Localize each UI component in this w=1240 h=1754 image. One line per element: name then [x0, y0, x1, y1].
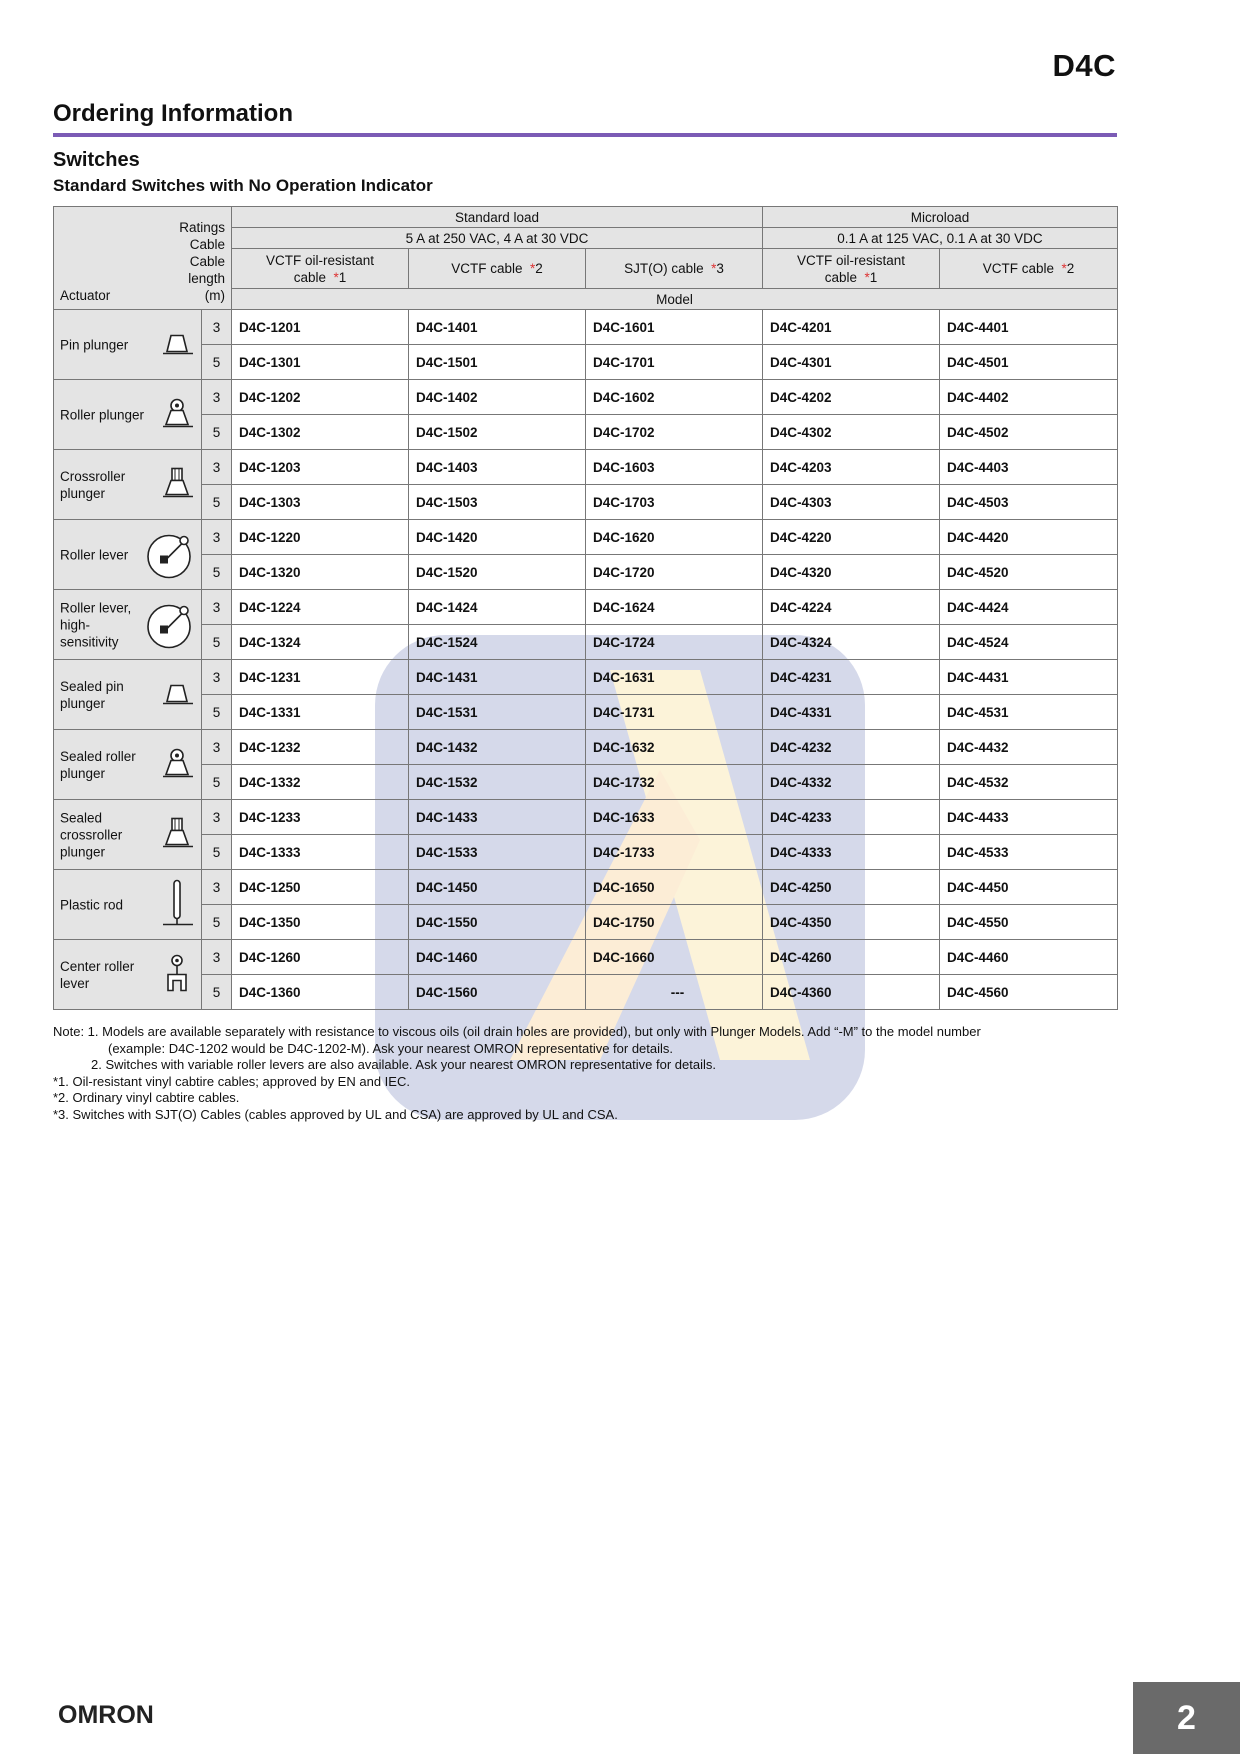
footnote-mark: * [1061, 261, 1067, 276]
actuator-label: Roller lever, high-sensitivity [60, 600, 132, 649]
model-cell: D4C-1201 [232, 310, 409, 345]
plastic-rod-icon [159, 878, 195, 931]
model-cell: D4C-4320 [763, 555, 940, 590]
table-row [54, 485, 1118, 520]
table-row [54, 765, 1118, 800]
model-cell: D4C-1460 [409, 940, 586, 975]
actuator-cell [54, 800, 202, 870]
group-microload: Microload [763, 207, 1118, 228]
table-row [54, 905, 1118, 940]
footnote-mark: * [864, 269, 870, 285]
model-cell: D4C-1703 [586, 485, 763, 520]
footnote-number: 1 [338, 269, 347, 285]
footnote-mark: * [530, 261, 536, 276]
cable-length: 3 [202, 590, 232, 625]
model-cell: D4C-1232 [232, 730, 409, 765]
cable-length: 5 [202, 485, 232, 520]
model-cell: D4C-4350 [763, 905, 940, 940]
model-cell: D4C-1401 [409, 310, 586, 345]
model-cell: D4C-1333 [232, 835, 409, 870]
model-cell: D4C-1720 [586, 555, 763, 590]
model-cell: D4C-1732 [586, 765, 763, 800]
model-cell: D4C-4232 [763, 730, 940, 765]
model-cell: D4C-1350 [232, 905, 409, 940]
model-cell: D4C-4501 [940, 345, 1118, 380]
model-label: Model [232, 289, 1118, 310]
model-cell: D4C-4303 [763, 485, 940, 520]
model-cell: D4C-1632 [586, 730, 763, 765]
table-row [54, 940, 1118, 975]
model-cell: D4C-1324 [232, 625, 409, 660]
model-cell: D4C-1503 [409, 485, 586, 520]
model-cell: D4C-1550 [409, 905, 586, 940]
corner-cable: Cable [189, 237, 225, 252]
model-cell: D4C-1603 [586, 450, 763, 485]
cable-type: VCTF oil-resistant [265, 252, 375, 268]
model-cell: --- [586, 975, 763, 1010]
table-row [54, 555, 1118, 590]
product-code: D4C [1052, 48, 1116, 83]
actuator-label: Sealed pin plunger [60, 678, 124, 711]
cable-length: 3 [202, 940, 232, 975]
model-cell: D4C-4203 [763, 450, 940, 485]
cable-length: 5 [202, 345, 232, 380]
page-number: 2 [1133, 1682, 1240, 1754]
corner-actuator: Actuator [60, 288, 111, 303]
model-cell: D4C-1701 [586, 345, 763, 380]
model-cell: D4C-1524 [409, 625, 586, 660]
pin-plunger-icon [159, 329, 195, 360]
cable-length: 3 [202, 730, 232, 765]
model-cell: D4C-4550 [940, 905, 1118, 940]
model-cell: D4C-4201 [763, 310, 940, 345]
model-cell: D4C-4301 [763, 345, 940, 380]
footnote-1: *1. Oil-resistant vinyl cabtire cables; approved by EN and IEC. [53, 1073, 410, 1089]
model-cell: D4C-4503 [940, 485, 1118, 520]
model-cell: D4C-4324 [763, 625, 940, 660]
model-cell: D4C-4302 [763, 415, 940, 450]
model-cell: D4C-1431 [409, 660, 586, 695]
footnote-3: *3. Switches with SJT(O) Cables (cables approved by UL and CSA) are approved by UL and CSA. [53, 1106, 618, 1122]
cable-length: 5 [202, 695, 232, 730]
model-cell: D4C-4460 [940, 940, 1118, 975]
actuator-label: Pin plunger [60, 337, 129, 352]
cable-length: 5 [202, 765, 232, 800]
roller-lever-icon [143, 528, 195, 581]
section-title: Ordering Information [53, 100, 293, 127]
model-cell: D4C-4533 [940, 835, 1118, 870]
model-cell: D4C-1203 [232, 450, 409, 485]
model-cell: D4C-1432 [409, 730, 586, 765]
model-cell: D4C-1501 [409, 345, 586, 380]
group-standard-load: Standard load [232, 207, 763, 228]
sealed-crossroller-plunger-icon [159, 816, 195, 853]
cable-length: 3 [202, 310, 232, 345]
footnote-number: 2 [1066, 261, 1075, 276]
model-cell: D4C-1231 [232, 660, 409, 695]
model-cell: D4C-1450 [409, 870, 586, 905]
model-cell: D4C-1620 [586, 520, 763, 555]
model-cell: D4C-1220 [232, 520, 409, 555]
table-row [54, 590, 1118, 625]
sealed-pin-plunger-icon [159, 679, 195, 710]
footnote-number: 3 [716, 261, 724, 276]
brand-text: OMRON [58, 1701, 154, 1729]
model-cell: D4C-1532 [409, 765, 586, 800]
cable-length: 3 [202, 380, 232, 415]
cable-header [940, 249, 1118, 289]
model-cell: D4C-1724 [586, 625, 763, 660]
model-cell: D4C-4332 [763, 765, 940, 800]
cable-header [586, 249, 763, 289]
cable-header [232, 249, 409, 289]
actuator-cell [54, 520, 202, 590]
cable-length: 5 [202, 905, 232, 940]
notes [53, 1024, 1123, 1123]
model-cell: D4C-1402 [409, 380, 586, 415]
cable-length: 3 [202, 450, 232, 485]
model-cell: D4C-1433 [409, 800, 586, 835]
table-row [54, 520, 1118, 555]
table-row [54, 975, 1118, 1010]
model-cell: D4C-4331 [763, 695, 940, 730]
table-row [54, 835, 1118, 870]
model-cell: D4C-1424 [409, 590, 586, 625]
footnote-mark: * [711, 261, 717, 276]
model-cell: D4C-1601 [586, 310, 763, 345]
cable-length: 5 [202, 555, 232, 590]
model-cell: D4C-4333 [763, 835, 940, 870]
crossroller-plunger-icon [159, 466, 195, 503]
model-cell: D4C-1520 [409, 555, 586, 590]
footnote-2: *2. Ordinary vinyl cabtire cables. [53, 1090, 240, 1105]
model-cell: D4C-4431 [940, 660, 1118, 695]
model-cell: D4C-1302 [232, 415, 409, 450]
cable-header [763, 249, 940, 289]
model-cell: D4C-1660 [586, 940, 763, 975]
omron-logo [58, 1700, 158, 1730]
model-cell: D4C-1202 [232, 380, 409, 415]
table-row [54, 800, 1118, 835]
model-cell: D4C-4260 [763, 940, 940, 975]
cable-length: 3 [202, 800, 232, 835]
model-cell: D4C-1631 [586, 660, 763, 695]
actuator-cell [54, 660, 202, 730]
actuator-label: Plastic rod [60, 897, 124, 912]
actuator-label: Roller plunger [60, 407, 145, 422]
model-cell: D4C-1403 [409, 450, 586, 485]
model-cell: D4C-1731 [586, 695, 763, 730]
model-cell: D4C-1320 [232, 555, 409, 590]
model-cell: D4C-4432 [940, 730, 1118, 765]
model-cell: D4C-1301 [232, 345, 409, 380]
model-cell: D4C-1533 [409, 835, 586, 870]
table-row [54, 870, 1118, 905]
model-cell: D4C-1531 [409, 695, 586, 730]
model-cell: D4C-4403 [940, 450, 1118, 485]
model-cell: D4C-1602 [586, 380, 763, 415]
cable-length: 5 [202, 415, 232, 450]
model-cell: D4C-1750 [586, 905, 763, 940]
model-cell: D4C-4224 [763, 590, 940, 625]
model-cell: D4C-4420 [940, 520, 1118, 555]
cable-type: VCTF oil-resistant [796, 252, 906, 268]
model-cell: D4C-4424 [940, 590, 1118, 625]
model-cell: D4C-1560 [409, 975, 586, 1010]
actuator-cell [54, 940, 202, 1010]
actuator-cell [54, 730, 202, 800]
model-cell: D4C-4202 [763, 380, 940, 415]
table-row [54, 695, 1118, 730]
cable-length: 5 [202, 625, 232, 660]
model-cell: D4C-1260 [232, 940, 409, 975]
actuator-cell [54, 870, 202, 940]
actuator-label: Crossroller plunger [60, 468, 126, 501]
actuator-cell [54, 310, 202, 380]
ordering-table [53, 206, 1118, 1010]
table-row [54, 450, 1118, 485]
section-divider [53, 133, 1117, 137]
corner-cable-length-1: Cable [189, 254, 225, 269]
model-cell: D4C-1224 [232, 590, 409, 625]
model-cell: D4C-4220 [763, 520, 940, 555]
cable-length: 5 [202, 975, 232, 1010]
model-cell: D4C-1624 [586, 590, 763, 625]
cable-length: 3 [202, 870, 232, 905]
center-roller-lever-icon [159, 952, 195, 997]
cable-type: VCTF cable [451, 261, 523, 276]
cable-type: VCTF cable [982, 261, 1054, 276]
model-cell: D4C-1633 [586, 800, 763, 835]
model-cell: D4C-4433 [940, 800, 1118, 835]
corner-ratings: Ratings [179, 220, 225, 235]
model-cell: D4C-4250 [763, 870, 940, 905]
table-row [54, 730, 1118, 765]
roller-plunger-icon [159, 396, 195, 433]
cable-type: SJT(O) cable [624, 261, 704, 276]
model-cell: D4C-4531 [940, 695, 1118, 730]
table-row [54, 345, 1118, 380]
model-cell: D4C-1233 [232, 800, 409, 835]
note-1-line-2: (example: D4C-1202 would be D4C-1202-M). Ask your nearest OMRON representative for details. [108, 1040, 674, 1056]
model-cell: D4C-4532 [940, 765, 1118, 800]
model-cell: D4C-1250 [232, 870, 409, 905]
model-cell: D4C-1502 [409, 415, 586, 450]
model-cell: D4C-4450 [940, 870, 1118, 905]
cable-type-cont: cable [824, 269, 857, 285]
model-cell: D4C-4520 [940, 555, 1118, 590]
model-cell: D4C-4502 [940, 415, 1118, 450]
sealed-roller-plunger-icon [159, 746, 195, 783]
model-cell: D4C-1332 [232, 765, 409, 800]
sub-title: Switches [53, 149, 140, 171]
table-row [54, 415, 1118, 450]
model-cell: D4C-1733 [586, 835, 763, 870]
cable-header [409, 249, 586, 289]
model-cell: D4C-4524 [940, 625, 1118, 660]
actuator-label: Sealed crossroller plunger [60, 810, 123, 859]
note-1-line-1: Note: 1. Models are available separately with resistance to viscous oils (oil drain holes are provided), but only with Plunger Models. Add “-M” to the model number [53, 1024, 981, 1039]
roller-lever-high-sensitivity-icon [143, 598, 195, 651]
model-cell: D4C-4231 [763, 660, 940, 695]
actuator-label: Roller lever [60, 547, 129, 562]
table-row [54, 660, 1118, 695]
actuator-label: Center roller lever [60, 958, 135, 991]
rating-microload: 0.1 A at 125 VAC, 0.1 A at 30 VDC [763, 228, 1118, 249]
model-cell: D4C-4360 [763, 975, 940, 1010]
table-corner-header [54, 207, 232, 310]
model-cell: D4C-4401 [940, 310, 1118, 345]
model-cell: D4C-4402 [940, 380, 1118, 415]
actuator-cell [54, 380, 202, 450]
table-title: Standard Switches with No Operation Indicator [53, 176, 433, 195]
cable-type-cont: cable [293, 269, 326, 285]
footnote-number: 2 [535, 261, 543, 276]
model-cell: D4C-1702 [586, 415, 763, 450]
model-cell: D4C-1420 [409, 520, 586, 555]
table-row [54, 380, 1118, 415]
note-2: 2. Switches with variable roller levers are also available. Ask your nearest OMRON representative for details. [91, 1057, 716, 1072]
footnote-number: 1 [869, 269, 878, 285]
actuator-cell [54, 450, 202, 520]
rating-standard-load: 5 A at 250 VAC, 4 A at 30 VDC [232, 228, 763, 249]
cable-length: 3 [202, 660, 232, 695]
cable-length: 5 [202, 835, 232, 870]
model-cell: D4C-1303 [232, 485, 409, 520]
model-cell: D4C-4233 [763, 800, 940, 835]
model-cell: D4C-1360 [232, 975, 409, 1010]
footnote-mark: * [333, 269, 339, 285]
actuator-cell [54, 590, 202, 660]
model-cell: D4C-1650 [586, 870, 763, 905]
table-row [54, 625, 1118, 660]
actuator-label: Sealed roller plunger [60, 748, 136, 781]
corner-cable-length-2: length [188, 271, 225, 286]
table-row [54, 310, 1118, 345]
cable-length: 3 [202, 520, 232, 555]
model-cell: D4C-1331 [232, 695, 409, 730]
corner-unit: (m) [204, 288, 225, 303]
model-cell: D4C-4560 [940, 975, 1118, 1010]
